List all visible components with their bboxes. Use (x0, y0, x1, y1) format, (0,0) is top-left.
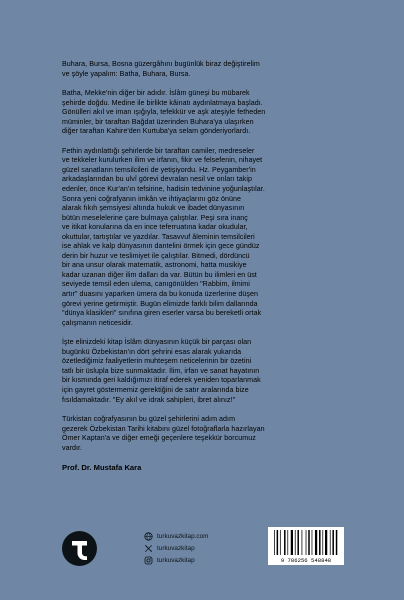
barcode-bar (325, 530, 327, 555)
isbn-digits: 9 786256 548848 (280, 557, 332, 564)
instagram-handle-text: turkuvazkitap (157, 556, 195, 564)
instagram-icon (144, 556, 153, 565)
barcode-bar (322, 530, 323, 555)
barcode-bar (287, 530, 288, 555)
barcode-bar (336, 530, 338, 555)
barcode-bar (330, 530, 331, 555)
barcode-bar (274, 530, 275, 555)
social-website[interactable] (144, 530, 209, 542)
x-icon (144, 544, 153, 553)
back-cover-footer (62, 527, 344, 581)
barcode-bar (295, 530, 296, 555)
barcode-bar (308, 530, 310, 555)
barcode-bar (297, 530, 299, 555)
isbn-barcode (268, 527, 344, 565)
paragraph-fetih: Fethin aydınlattığı şehirlerde bir taraftan camiler, medreseler ve tekkeler kurulurken ilim ve irfanın, fikir ve felsefenin, nihayet güzel sanatların temsilcileri de yetişiyordu. Hz. Peygamber'in arkadaşlarından bu ulvî görevi devralan nesil ve onları takip edenler, önce Kur'an'ın tefsirine, hadisin tedvinine yoğunlaştılar. Sonra yeni coğrafyanın imkân ve ihtiyaçlarını göz önüne alarak fıkıh şemsiyesi altında hukuk ve ibadet dünyasının bütün meselelerine çare bulmaya çalıştılar. Peşi sıra inanç ve itikat konularına da en ince teferruatına kadar okudular, okuttular, tartıştılar ve yazdılar. Tasavvuf âleminin temsilcileri ise ahlak ve kalp dünyasının dantelini örmek için gece gündüz derin bir huzur ve teslimiyet ile çalıştılar. Bitmedi, dördüncü bir ana unsur olarak matematik, astronomi, hatta musikiye kadar uzanan diğer ilim dalları da var. Bütün bu ilimleri en üst seviyede temsil eden ulema, canıgönülden "Rabbim, ilmimi artır" duasını yaparken ümera da bu konuda üzerlerine düşen görevi yerine getirmiştir. Bugün elimizde farklı bilim dallarında "dünya klasikleri" sınıfına giren eserler varsa bu bereketli ortak çalışmanın neticesidir. (62, 146, 265, 327)
barcode-bar (319, 530, 321, 555)
barcode-bar (291, 530, 293, 555)
paragraph-intro: Buhara, Bursa, Bosna güzergâhını bugünlük biraz değiştirelim ve şöyle yapalım: Batha, Buhara, Bursa. (62, 60, 260, 78)
barcode-bars (268, 527, 344, 558)
barcode-bar (306, 530, 307, 555)
barcode-bar (302, 530, 303, 555)
barcode-bar (332, 530, 334, 555)
author-signature: Prof. Dr. Mustafa Kara (62, 463, 142, 473)
paragraph-batha: Batha, Mekke'nin diğer bir adıdır. İslâm güneşi bu mübarek şehirde doğdu. Medine ile birlikte kâinatı aydınlatmaya başladı. Gönülleri akıl ve iman ışığıyla, tefekkür ve aşk ateşiyle fetheden müminler, bir taraftan Bağdat üzerinden Buhara'ya ulaşırken diğer taraftan Kahire'den Kurtuba'ya selam gönderiyorlardı. (62, 89, 266, 136)
barcode-bar (277, 530, 279, 555)
website-text: turkuvazkitap.com (157, 532, 209, 540)
barcode-bar (315, 530, 317, 555)
social-instagram[interactable] (144, 554, 209, 566)
barcode-bar (280, 530, 281, 555)
paragraph-kitap: İşte elinizdeki kitap İslâm dünyasının küçük bir parçası olan bugünkü Özbekistan'ın dört şehrini esas alarak yukarıda özetlediğimiz faaliyetlerin muhteşem neticelerinin bir özetini tatlı bir üslupla bize sunmaktadır. İlim, irfan ve sanat hayatının bir kısmında geri kaldığımızı itiraf ederek yeniden toparlanmak için gayret göstermemiz gerektiğini de satır aralarında bize fısıldamaktadır. "Ey akıl ve idrak sahipleri, ibret alınız!" (62, 338, 261, 404)
social-links (144, 530, 209, 566)
paragraph-tesekkur: Türkistan coğrafyasının bu güzel şehirlerini adım adım gezerek Özbekistan Tarihi kitabını güzel fotoğraflarla hazırlayan Ömer Kaptan'a ve diğer emeği geçenlere teşekkür borcumuz vardır. (62, 415, 265, 452)
publisher-logo-icon (62, 531, 97, 566)
back-cover-text (62, 60, 344, 472)
globe-icon (144, 532, 153, 541)
x-handle-text: turkuvazkitap (157, 544, 195, 552)
social-x[interactable] (144, 542, 209, 554)
barcode-bar (284, 530, 286, 555)
barcode-bar (312, 530, 313, 555)
